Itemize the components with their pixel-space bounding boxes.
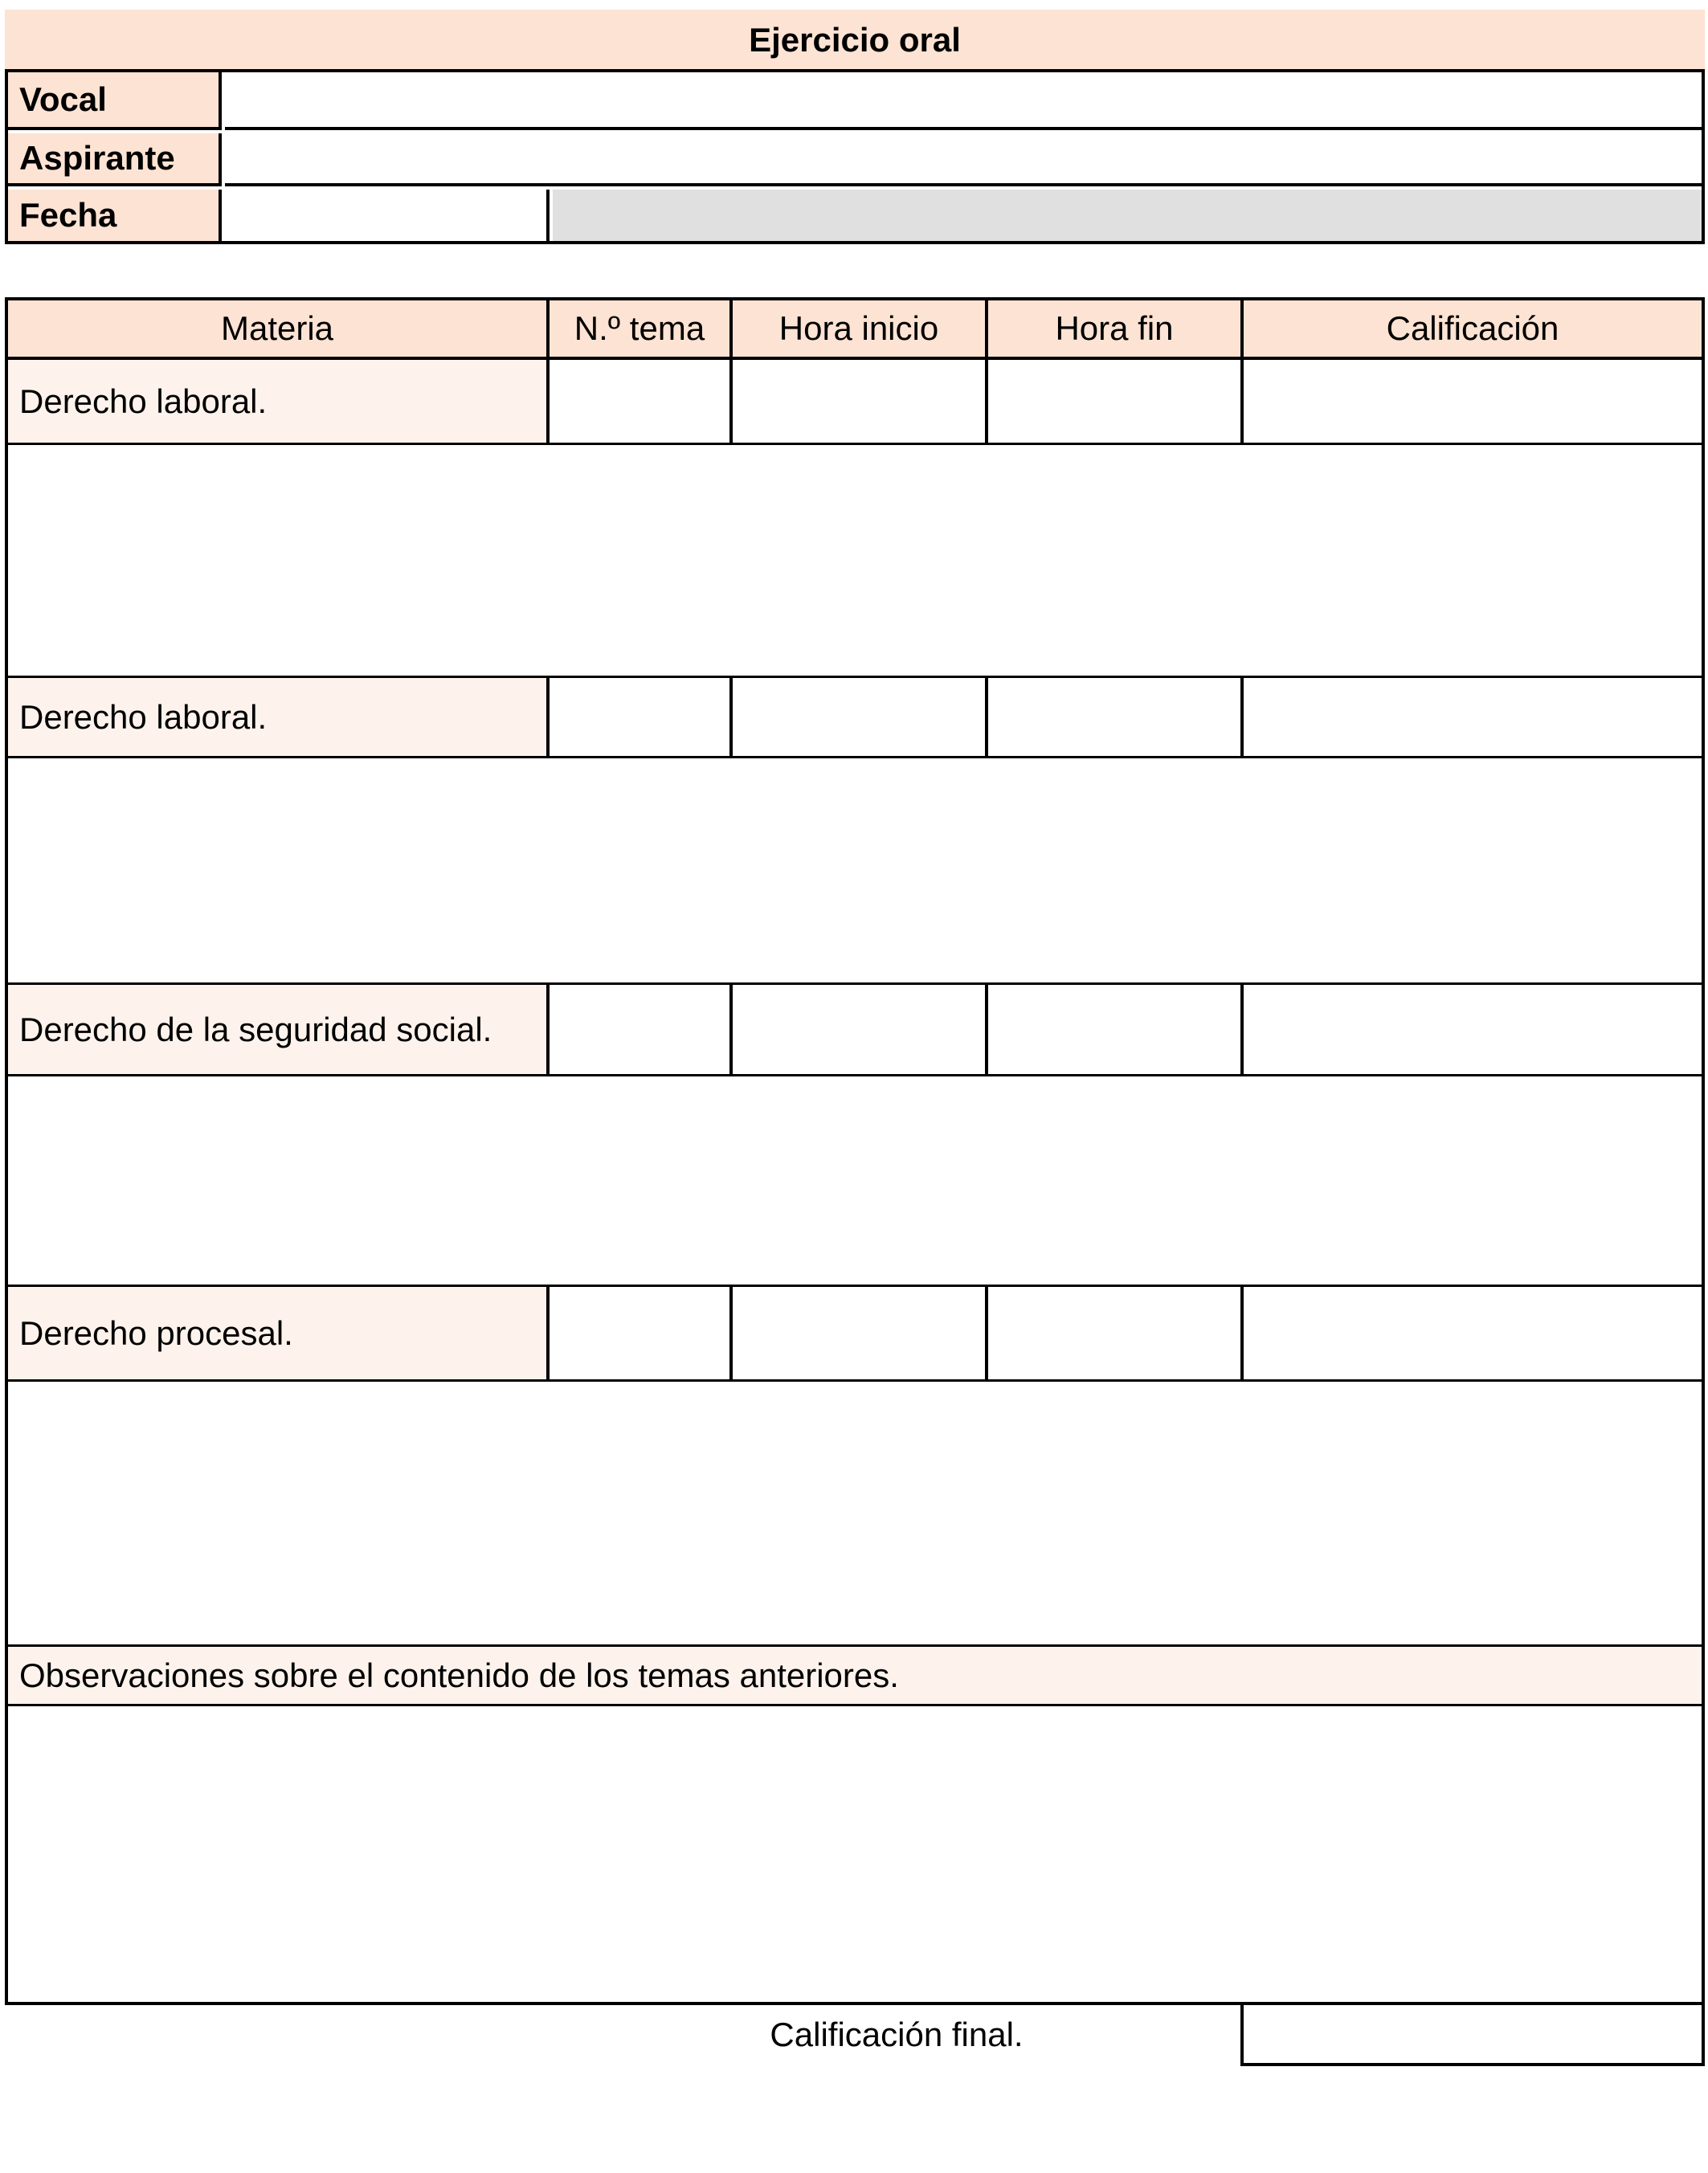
fecha-label: Fecha — [8, 190, 222, 241]
column-header-calificacion: Calificación — [1244, 300, 1702, 360]
aspirante-label: Aspirante — [8, 133, 222, 186]
calificacion-input[interactable] — [1244, 1287, 1702, 1382]
notes-area[interactable] — [8, 758, 1702, 985]
observaciones-label: Observaciones sobre el contenido de los temas anteriores. — [8, 1647, 1702, 1706]
fecha-field[interactable] — [225, 190, 550, 241]
hora-fin-input[interactable] — [988, 1287, 1244, 1382]
tema-input[interactable] — [550, 1287, 733, 1382]
hora-fin-input[interactable] — [988, 360, 1244, 445]
column-header-tema: N.º tema — [550, 300, 733, 360]
calificacion-input[interactable] — [1244, 985, 1702, 1076]
tema-input[interactable] — [550, 678, 733, 758]
observaciones-area[interactable] — [8, 1706, 1702, 2002]
hora-inicio-input[interactable] — [733, 360, 988, 445]
tema-input[interactable] — [550, 360, 733, 445]
calificacion-final-label: Calificación final. — [770, 2016, 1024, 2053]
vocal-label: Vocal — [8, 72, 222, 130]
calificacion-input[interactable] — [1244, 360, 1702, 445]
vocal-field[interactable] — [225, 72, 1702, 130]
hora-inicio-input[interactable] — [733, 985, 988, 1076]
hora-fin-input[interactable] — [988, 678, 1244, 758]
notes-area[interactable] — [8, 445, 1702, 678]
column-header-hora-fin: Hora fin — [988, 300, 1244, 360]
form-title: Ejercicio oral — [5, 10, 1705, 71]
fecha-shaded-cell — [553, 190, 1702, 241]
column-header-materia: Materia — [8, 300, 550, 360]
materia-cell: Derecho de la seguridad social. — [8, 985, 550, 1076]
notes-area[interactable] — [8, 1076, 1702, 1287]
calificacion-final-field[interactable] — [1240, 2002, 1705, 2066]
column-header-hora-inicio: Hora inicio — [733, 300, 988, 360]
calificacion-input[interactable] — [1244, 678, 1702, 758]
hora-inicio-input[interactable] — [733, 1287, 988, 1382]
materia-cell: Derecho laboral. — [8, 678, 550, 758]
hora-fin-input[interactable] — [988, 985, 1244, 1076]
aspirante-field[interactable] — [225, 133, 1702, 186]
hora-inicio-input[interactable] — [733, 678, 988, 758]
notes-area[interactable] — [8, 1382, 1702, 1647]
materia-cell: Derecho laboral. — [8, 360, 550, 445]
tema-input[interactable] — [550, 985, 733, 1076]
materia-cell: Derecho procesal. — [8, 1287, 550, 1382]
